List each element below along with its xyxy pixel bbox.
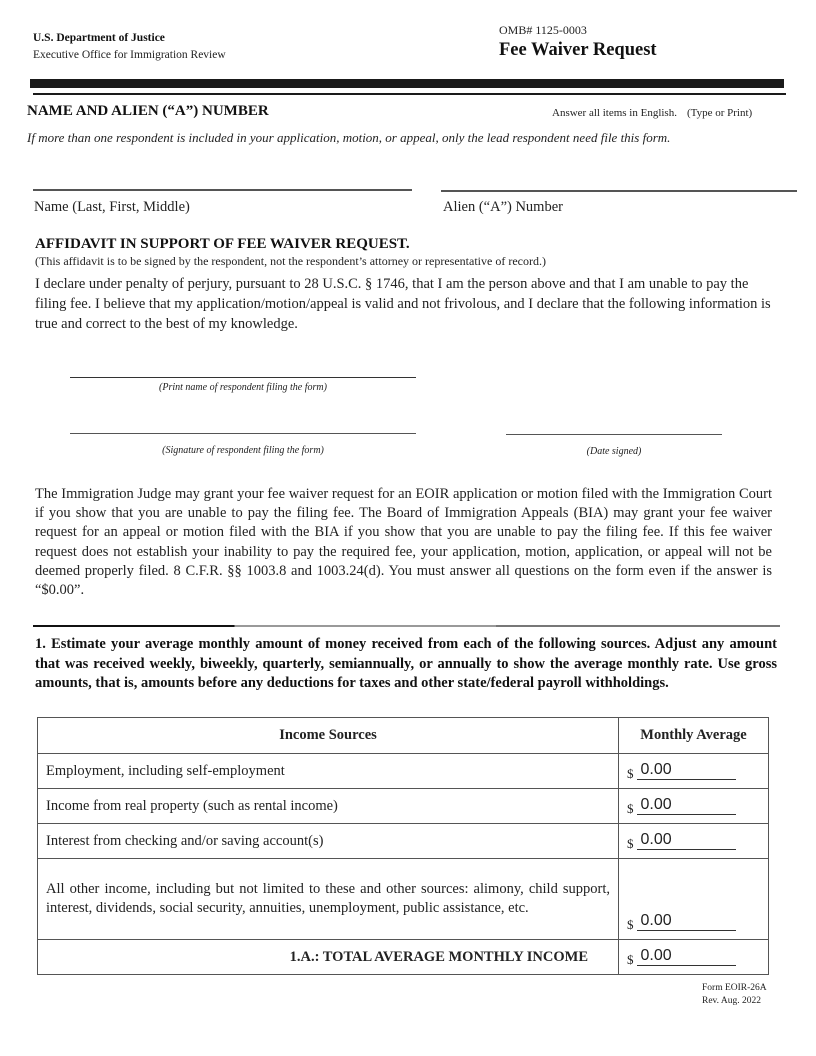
section-divider bbox=[33, 625, 780, 627]
total-income-amount-input[interactable]: 0.00 bbox=[637, 947, 736, 966]
table-row bbox=[38, 789, 769, 824]
lead-respondent-instruction: If more than one respondent is included in your application, motion, or appeal, only the lead respondent need file this form. bbox=[27, 130, 671, 145]
table-row bbox=[38, 859, 769, 940]
type-or-print-note: (Type or Print) bbox=[686, 107, 753, 119]
answer-english-note: Answer all items in English. bbox=[552, 107, 677, 119]
form-revision: Rev. Aug. 2022 bbox=[702, 996, 762, 1006]
question-1-text: 1. Estimate your average monthly amount of money received from each of the following sources. Adjust any amount that was received weekly, biweekly, quarterly, semiannually, or annually to show the average monthly rate. Use gross amounts, that is, amounts before any deductions for taxes and other state/federal payroll withholdings. bbox=[35, 636, 777, 691]
header-divider-thick bbox=[30, 79, 784, 88]
date-signed-field[interactable] bbox=[506, 434, 722, 435]
income-table bbox=[37, 717, 769, 975]
dollar-sign: $ bbox=[627, 766, 634, 781]
alien-number-field[interactable] bbox=[441, 190, 797, 192]
amount-cell bbox=[619, 824, 769, 859]
form-footer bbox=[702, 982, 767, 1008]
total-income-label: 1.A.: TOTAL AVERAGE MONTHLY INCOME bbox=[38, 940, 619, 975]
form-id: Form EOIR-26A bbox=[702, 983, 767, 993]
employment-amount-input[interactable]: 0.00 bbox=[637, 761, 736, 780]
name-field-label: Name (Last, First, Middle) bbox=[34, 199, 190, 215]
interest-amount-input[interactable]: 0.00 bbox=[637, 831, 736, 850]
income-source-employment: Employment, including self-employment bbox=[38, 754, 619, 789]
office-name: Executive Office for Immigration Review bbox=[33, 49, 226, 61]
signature-label: (Signature of respondent filing the form) bbox=[162, 445, 324, 456]
table-row bbox=[38, 824, 769, 859]
answer-note bbox=[552, 107, 752, 119]
omb-number: OMB# 1125-0003 bbox=[499, 23, 587, 37]
print-name-label: (Print name of respondent filing the form) bbox=[159, 382, 327, 393]
fee-waiver-info-paragraph: The Immigration Judge may grant your fee waiver request for an EOIR application or motion filed with the Immigration Court if you show that you are unable to pay the filing fee. The Board of Immigration Appeals (BIA) may grant your fee waiver request for an appeal or motion filed with the BIA if you show that you are unable to pay the filing fee. If this fee waiver request does not establish your inability to pay the required fee, your application, motion, application, or appeal will not be deemed properly filed. 8 C.F.R. §§ 1003.8 and 1003.24(d). You must answer all questions on the form even if the answer is “$0.00”. bbox=[35, 486, 772, 599]
income-source-interest: Interest from checking and/or saving account(s) bbox=[38, 824, 619, 859]
name-field[interactable] bbox=[33, 189, 412, 191]
dollar-sign: $ bbox=[627, 836, 634, 851]
alien-number-label: Alien (“A”) Number bbox=[443, 199, 563, 215]
table-row-total bbox=[38, 940, 769, 975]
amount-cell bbox=[619, 754, 769, 789]
department-name: U.S. Department of Justice bbox=[33, 32, 165, 44]
dollar-sign: $ bbox=[627, 917, 634, 932]
income-source-other: All other income, including but not limited to these and other sources: alimony, child support, interest, dividends, social security, annuities, unemployment, public assistance, etc. bbox=[38, 859, 619, 940]
amount-cell bbox=[619, 789, 769, 824]
income-source-real-property: Income from real property (such as rental income) bbox=[38, 789, 619, 824]
affidavit-subheading: (This affidavit is to be signed by the respondent, not the respondent’s attorney or representative of record.) bbox=[35, 254, 546, 268]
amount-cell bbox=[619, 859, 769, 940]
signature-field[interactable] bbox=[70, 433, 416, 434]
affidavit-heading: AFFIDAVIT IN SUPPORT OF FEE WAIVER REQUEST. bbox=[35, 236, 410, 252]
date-signed-label: (Date signed) bbox=[586, 446, 642, 457]
header-income-sources: Income Sources bbox=[38, 718, 619, 754]
print-name-field[interactable] bbox=[70, 377, 416, 378]
amount-cell bbox=[619, 940, 769, 975]
table-row bbox=[38, 754, 769, 789]
section-heading-name: NAME AND ALIEN (“A”) NUMBER bbox=[27, 103, 269, 119]
real-property-amount-input[interactable]: 0.00 bbox=[637, 796, 736, 815]
header-monthly-average: Monthly Average bbox=[619, 718, 769, 754]
page-title: Fee Waiver Request bbox=[499, 40, 657, 60]
affidavit-declaration: I declare under penalty of perjury, pursuant to 28 U.S.C. § 1746, that I am the person above and that I am unable to pay the filing fee. I believe that my application/motion/appeal is valid and not frivolous, and I declare that the following information is true and correct to the best of my knowledge. bbox=[35, 276, 771, 332]
dollar-sign: $ bbox=[627, 801, 634, 816]
other-income-amount-input[interactable]: 0.00 bbox=[637, 912, 736, 931]
income-table-header bbox=[38, 718, 769, 754]
header-divider-thin bbox=[33, 93, 786, 95]
dollar-sign: $ bbox=[627, 952, 634, 967]
